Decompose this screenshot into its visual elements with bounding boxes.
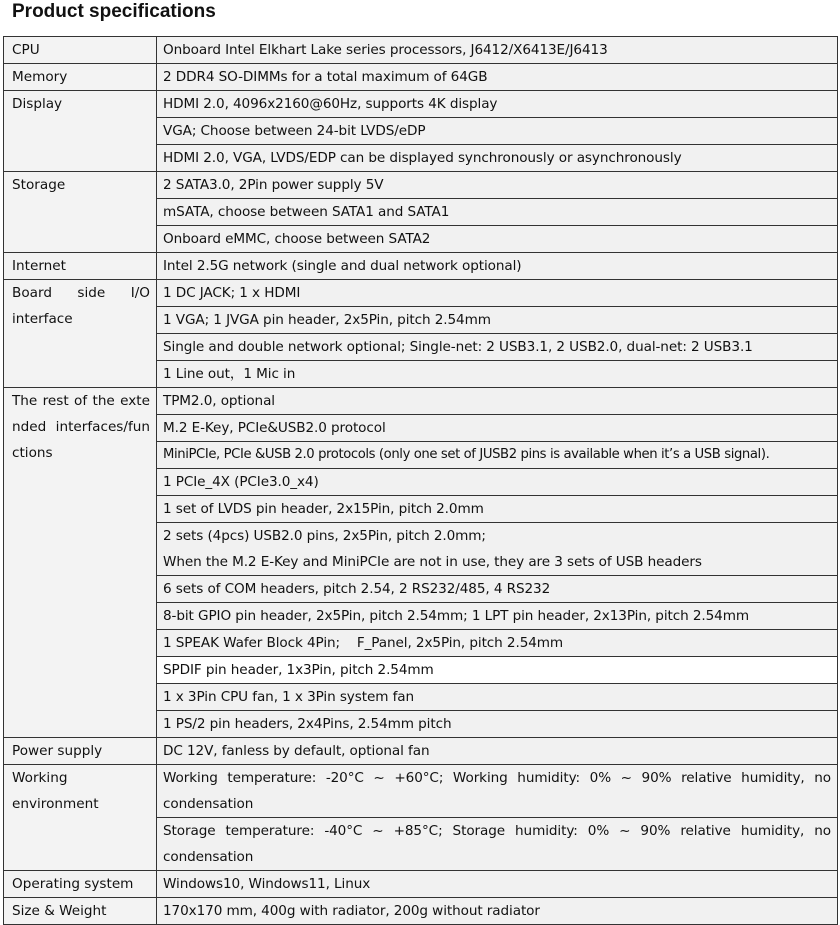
row-value: 170x170 mm, 400g with radiator, 200g without radiator [157,898,838,925]
row-label: Display [4,91,157,172]
row-value: 1 PCIe_4X (PCIe3.0_x4) [157,469,838,496]
row-value: M.2 E-Key, PCIe&USB2.0 protocol [157,415,838,442]
row-label: CPU [4,37,157,64]
row-value: Onboard Intel Elkhart Lake series processors, J6412/X6413E/J6413 [157,37,838,64]
row-value: MiniPCIe, PCIe &USB 2.0 protocols (only one set of JUSB2 pins is available when it’s a USB signal). [157,442,838,469]
row-label: Power supply [4,738,157,765]
row-value: SPDIF pin header, 1x3Pin, pitch 2.54mm [157,657,838,684]
row-value: Storage temperature: -40°C ~ +85°C; Storage humidity: 0% ~ 90% relative humidity, no condensation [157,818,838,871]
row-label: The rest of the extended interfaces/functions [4,388,157,738]
table-row [4,738,838,765]
row-value: DC 12V, fanless by default, optional fan [157,738,838,765]
page-title: Product specifications [12,1,216,22]
table-row [4,388,838,415]
row-value: 6 sets of COM headers, pitch 2.54, 2 RS232/485, 4 RS232 [157,576,838,603]
row-label: Memory [4,64,157,91]
row-value: VGA; Choose between 24-bit LVDS/eDP [157,118,838,145]
table-row [4,64,838,91]
row-label: Working environment [4,765,157,871]
row-value: Single and double network optional; Single-net: 2 USB3.1, 2 USB2.0, dual-net: 2 USB3.1 [157,334,838,361]
row-value: 2 SATA3.0, 2Pin power supply 5V [157,172,838,199]
row-value: 1 set of LVDS pin header, 2x15Pin, pitch 2.0mm [157,496,838,523]
table-row [4,765,838,818]
row-value: 8-bit GPIO pin header, 2x5Pin, pitch 2.54mm; 1 LPT pin header, 2x13Pin, pitch 2.54mm [157,603,838,630]
row-value: Windows10, Windows11, Linux [157,871,838,898]
row-label: Size & Weight [4,898,157,925]
row-value: 2 DDR4 SO-DIMMs for a total maximum of 64GB [157,64,838,91]
row-value: Working temperature: -20°C ~ +60°C; Working humidity: 0% ~ 90% relative humidity, no condensation [157,765,838,818]
table-row [4,91,838,118]
row-label: Board side I/O interface [4,280,157,388]
spec-table [3,36,838,925]
table-row [4,898,838,925]
row-value: Intel 2.5G network (single and dual network optional) [157,253,838,280]
row-value: mSATA, choose between SATA1 and SATA1 [157,199,838,226]
row-value: TPM2.0, optional [157,388,838,415]
row-value: Onboard eMMC, choose between SATA2 [157,226,838,253]
row-label: Storage [4,172,157,253]
row-value: 1 Line out，1 Mic in [157,361,838,388]
table-row [4,37,838,64]
row-value: When the M.2 E-Key and MiniPCIe are not in use, they are 3 sets of USB headers [163,554,702,570]
table-row [4,253,838,280]
row-value: 1 DC JACK; 1 x HDMI [157,280,838,307]
row-value: HDMI 2.0, 4096x2160@60Hz, supports 4K display [157,91,838,118]
row-value: 1 VGA; 1 JVGA pin header, 2x5Pin, pitch 2.54mm [157,307,838,334]
row-value: HDMI 2.0, VGA, LVDS/EDP can be displayed synchronously or asynchronously [157,145,838,172]
table-row [4,280,838,307]
row-value: 1 PS/2 pin headers, 2x4Pins, 2.54mm pitch [157,711,838,738]
row-label: Internet [4,253,157,280]
row-label: Operating system [4,871,157,898]
table-row [4,172,838,199]
row-value: 1 SPEAK Wafer Block 4Pin; F_Panel, 2x5Pin, pitch 2.54mm [157,630,838,657]
table-row [4,871,838,898]
row-value: 2 sets (4pcs) USB2.0 pins, 2x5Pin, pitch 2.0mm; [163,528,486,544]
row-value: 1 x 3Pin CPU fan, 1 x 3Pin system fan [157,684,838,711]
row-value-group [157,523,838,576]
